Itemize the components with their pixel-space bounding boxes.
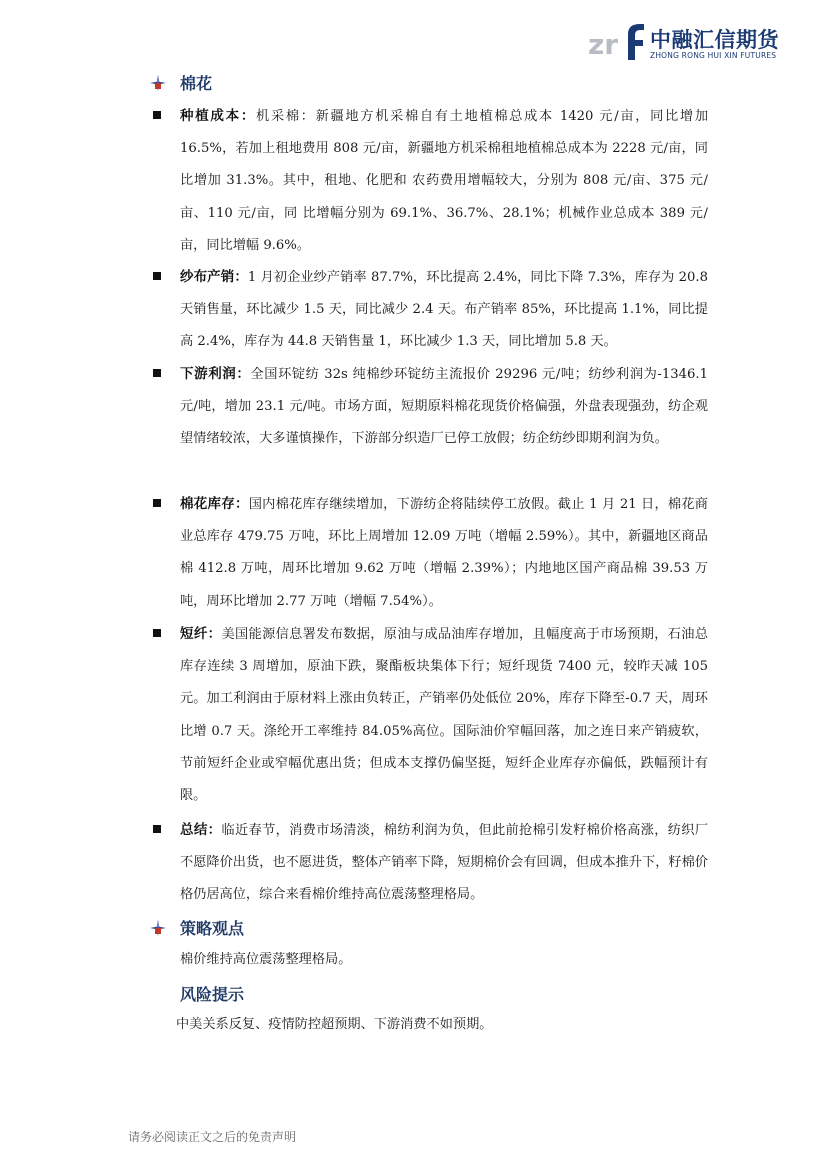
section-title: 棉花 — [180, 74, 213, 93]
svg-text:zr: zr — [588, 28, 619, 61]
item-label: 棉花库存： — [180, 496, 249, 512]
square-bullet-icon — [153, 629, 161, 637]
star-bullet-icon — [150, 75, 166, 91]
item-paragraph — [180, 618, 708, 812]
star-bullet-icon — [150, 920, 166, 936]
section-title: 风险提示 — [180, 985, 245, 1004]
square-bullet-icon — [153, 111, 161, 119]
zrf-logo-mark — [588, 20, 646, 62]
item-paragraph — [180, 261, 708, 359]
item-paragraph — [180, 814, 708, 912]
square-bullet-icon — [153, 272, 161, 280]
item-label: 下游利润： — [180, 366, 251, 382]
item-text: 美国能源信息署发布数据，原油与成品油库存增加，且幅度高于市场预期，石油总库存连续 3 周增加，原油下跌，聚酯板块集体下行；短纤现货 7400 元，较昨天减 105 元。加工利润由于原材料上涨由负转正，产销率仍处低位 20%，库存下降至-0.7 天，周环比增 0.7 天。涤纶开工率维持 84.05%高位。国际油价窄幅回落，加之连日来产销疲软，节前短纤企业或窄幅优惠出货；但成本支撑仍偏坚挺，短纤企业库存亦偏低，跌幅预计有限。 — [180, 627, 709, 804]
item-text: 1 月初企业纱产销率 87.7%，环比提高 2.4%，同比下降 7.3%，库存为 20.8 天销售量，环比减少 1.5 天，同比减少 2.4 天。布产销率 85%，环比提高 1.1%，同比提高 2.4%，库存为 44.8 天销售量 1，环比减少 1.3 天，同比增加 5.8 天。 — [180, 270, 708, 350]
item-label: 短纤： — [180, 626, 222, 642]
square-bullet-icon — [153, 499, 161, 507]
item-label: 种植成本： — [180, 108, 257, 124]
square-bullet-icon — [153, 369, 161, 377]
risk-body: 中美关系反复、疫情防控超预期、下游消费不如预期。 — [176, 1017, 493, 1032]
item-text: 机采棉：新疆地方机采棉自有土地植棉总成本 1420 元/亩，同比增加 16.5%，若加上租地费用 808 元/亩，新疆地方机采棉租地植棉总成本为 2228 元/亩，同比增加 31.3%。其中，租地、化肥和 农药费用增幅较大，分别为 808 元/亩、375 元/亩、110 元/亩，同 比增幅分别为 69.1%、36.7%、28.1%；机械作业总成本 389 元/亩，同比增幅 9.6%。 — [180, 109, 709, 253]
item-text: 全国环锭纺 32s 纯棉纱环锭纺主流报价 29296 元/吨；纺纱利润为-1346.1 元/吨，增加 23.1 元/吨。市场方面，短期原料棉花现货价格偏强，外盘表现强劲，纺企观望情绪较浓，大多谨慎操作，下游部分织造厂已停工放假；纺企纺纱即期利润为负。 — [180, 367, 708, 447]
square-bullet-icon — [153, 825, 161, 833]
item-label: 纱布产销： — [180, 269, 248, 285]
logo-chinese-name: 中融汇信期货 — [650, 28, 779, 52]
logo-english-name: ZHONG RONG HUI XIN FUTURES — [650, 51, 777, 60]
item-label: 总结： — [180, 822, 222, 838]
item-paragraph — [180, 488, 708, 618]
item-text: 国内棉花库存继续增加，下游纺企将陆续停工放假。截止 1 月 21 日，棉花商业总库存 479.75 万吨，环比上周增加 12.09 万吨（增幅 2.59%）。其中，新疆地区商品棉 412.8 万吨，周环比增加 9.62 万吨（增幅 2.39%）；内地地区国产商品棉 39.53 万吨，周环比增加 2.77 万吨（增幅 7.54%）。 — [180, 497, 708, 609]
disclaimer-footer: 请务必阅读正文之后的免责声明 — [128, 1130, 297, 1144]
section-title: 策略观点 — [180, 919, 245, 938]
item-paragraph — [180, 100, 708, 262]
company-logo — [588, 20, 778, 62]
strategy-body: 棉价维持高位震荡整理格局。 — [180, 952, 352, 967]
item-paragraph — [180, 358, 708, 456]
item-text: 临近春节，消费市场清淡，棉纺利润为负，但此前抢棉引发籽棉价格高涨，纺织厂不愿降价出货，也不愿进货，整体产销率下降，短期棉价会有回调，但成本推升下，籽棉价格仍居高位，综合来看棉价维持高位震荡整理格局。 — [180, 823, 709, 903]
